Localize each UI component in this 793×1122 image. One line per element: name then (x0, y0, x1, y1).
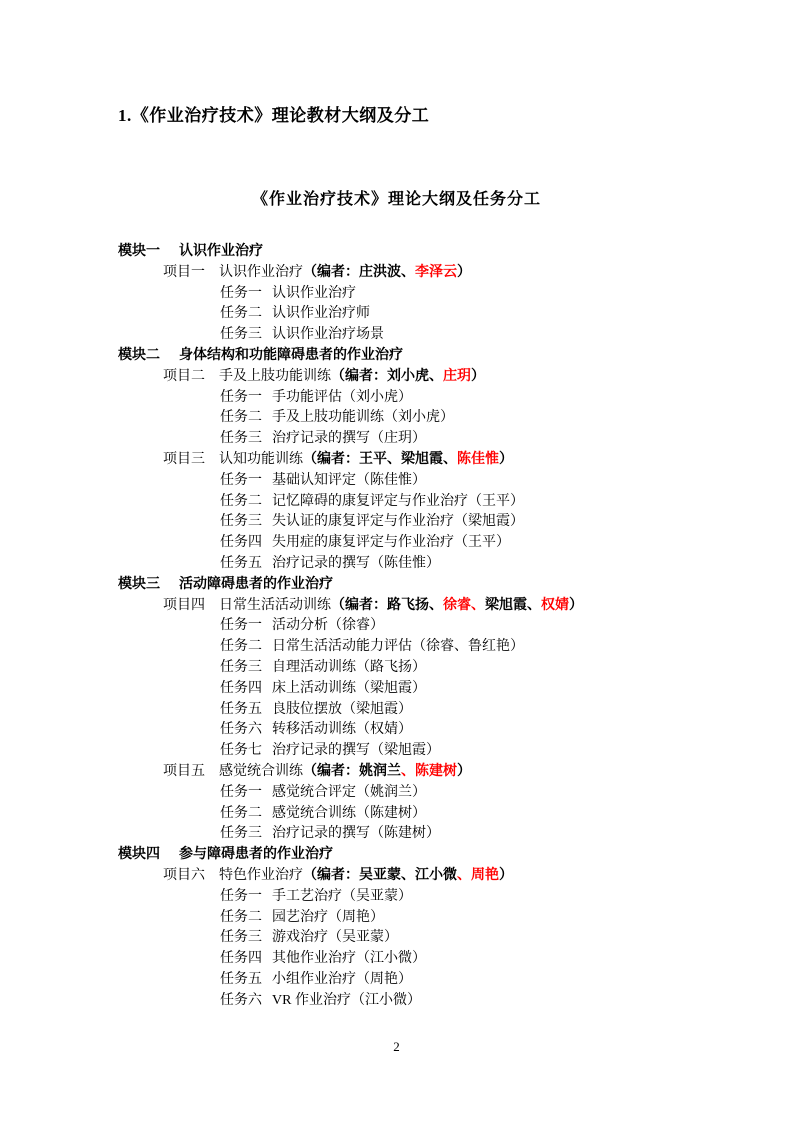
outline-row (220, 804, 753, 825)
highlighted-name-text: 、周艳 (457, 867, 499, 883)
outline-row-label: 模块四 (118, 847, 160, 863)
outline-row-text: 认识作业治疗 (179, 244, 263, 259)
outline-row-label: 任务二 (220, 306, 262, 322)
outline-row-label: 任务四 (220, 535, 262, 551)
outline-row-label: 任务一 (220, 472, 262, 488)
highlighted-name-text: 权婧 (541, 597, 569, 613)
outline-row-text: 园艺治疗（周艳） (272, 909, 384, 925)
outline-row (118, 845, 753, 866)
page-number: 2 (393, 1039, 400, 1054)
outline-row-label: 任务三 (220, 431, 262, 447)
outline-row-text: 活动分析（徐睿） (272, 618, 384, 634)
outline-row-text: （编者：姚润兰 (303, 763, 401, 779)
outline-row-text: 感觉统合训练 (219, 763, 303, 779)
outline-row-label: 任务一 (220, 285, 262, 301)
outline-row (220, 616, 753, 637)
outline-row (118, 575, 753, 596)
outline-row-label: 任务四 (220, 951, 262, 967)
outline-row-label: 项目六 (163, 867, 205, 883)
outline-row-text: 参与障碍患者的作业治疗 (179, 847, 333, 863)
outline-row (220, 429, 753, 450)
outline-row-text: ） (471, 368, 485, 384)
highlighted-name-text: 陈佳惟 (457, 451, 499, 467)
outline-row-label: 任务二 (220, 493, 262, 509)
outline-row (220, 388, 753, 409)
outline-row-label: 任务一 (220, 784, 262, 800)
outline-row (163, 450, 753, 471)
highlighted-name-text: 徐睿、 (443, 597, 485, 613)
outline-row-label: 任务三 (220, 659, 262, 675)
outline-row-text: 感觉统合评定（姚润兰） (272, 784, 426, 800)
outline-row-label: 项目四 (163, 597, 205, 613)
outline-row (220, 658, 753, 679)
outline-row-label: 模块二 (118, 347, 160, 363)
outline-row (118, 242, 753, 263)
outline-row-text: 手功能评估（刘小虎） (272, 389, 412, 405)
outline-row (163, 596, 753, 617)
outline-row-label: 任务二 (220, 909, 262, 925)
outline-row-text: 床上活动训练（梁旭霞） (272, 680, 426, 696)
outline-row (220, 554, 753, 575)
outline-list (118, 242, 753, 1011)
outline-row-text: ） (569, 597, 583, 613)
outline-row-text: ） (457, 264, 471, 280)
outline-row-text: 治疗记录的撰写（陈佳惟） (272, 555, 440, 571)
outline-row-label: 项目一 (163, 264, 205, 280)
outline-row (220, 700, 753, 721)
outline-row-text: 良肢位摆放（梁旭霞） (272, 701, 412, 717)
outline-row (220, 471, 753, 492)
outline-row-text: 手及上肢功能训练（刘小虎） (272, 410, 454, 426)
highlighted-name-text: 、陈建树 (401, 763, 457, 779)
outline-row-label: 模块一 (118, 244, 160, 259)
doc-title: 1.《作业治疗技术》理论教材大纲及分工 (118, 106, 430, 125)
outline-row (163, 762, 753, 783)
outline-row-label: 任务三 (220, 514, 262, 530)
outline-row-text: 记忆障碍的康复评定与作业治疗（王平） (272, 493, 524, 509)
highlighted-name-text: 庄玥 (443, 368, 471, 384)
outline-row-text: 治疗记录的撰写（梁旭霞） (272, 743, 440, 759)
outline-row-text: 基础认知评定（陈佳惟） (272, 472, 426, 488)
outline-row-label: 任务一 (220, 389, 262, 405)
outline-row (220, 325, 753, 346)
outline-row-text: 日常生活活动能力评估（徐睿、鲁红艳） (272, 639, 524, 655)
outline-row (220, 492, 753, 513)
outline-row-label: 任务三 (220, 826, 262, 842)
outline-row-text: 认识作业治疗师 (272, 306, 370, 322)
outline-row-text: 失用症的康复评定与作业治疗（王平） (272, 535, 510, 551)
outline-row (220, 533, 753, 554)
outline-row-label: 任务三 (220, 327, 262, 343)
outline-row-text: （编者：路飞扬、 (331, 597, 443, 613)
outline-row-label: 任务二 (220, 639, 262, 655)
outline-row-text: ） (499, 451, 513, 467)
outline-row (220, 908, 753, 929)
outline-row-text: 治疗记录的撰写（陈建树） (272, 826, 440, 842)
outline-row-text: 失认证的康复评定与作业治疗（梁旭霞） (272, 514, 524, 530)
outline-row-label: 模块三 (118, 576, 160, 592)
outline-row-text: 日常生活活动训练 (219, 597, 331, 613)
outline-row-text: （编者：吴亚蒙、江小微 (303, 867, 457, 883)
outline-row-text: 手工艺治疗（吴亚蒙） (272, 888, 412, 904)
outline-row (220, 512, 753, 533)
outline-row (220, 679, 753, 700)
outline-row-label: 任务六 (220, 722, 262, 738)
outline-row (163, 263, 753, 284)
outline-row-label: 任务一 (220, 618, 262, 634)
outline-row-text: 认识作业治疗 (219, 264, 303, 280)
outline-row (220, 928, 753, 949)
outline-row-label: 项目五 (163, 763, 205, 779)
outline-row-text: 认知功能训练 (219, 451, 303, 467)
outline-row (163, 866, 753, 887)
outline-row (220, 887, 753, 908)
outline-row (118, 346, 753, 367)
outline-row-label: 任务六 (220, 992, 262, 1008)
outline-row (220, 970, 753, 991)
outline-row-text: 梁旭霞、 (485, 597, 541, 613)
outline-row (220, 991, 753, 1012)
outline-row-text: ） (457, 763, 471, 779)
outline-row-label: 项目二 (163, 368, 205, 384)
outline-row (220, 783, 753, 804)
outline-row-text: 转移活动训练（权婧） (272, 722, 412, 738)
outline-row (220, 720, 753, 741)
outline-row (220, 637, 753, 658)
outline-row-label: 项目三 (163, 451, 205, 467)
outline-row-text: VR 作业治疗（江小微） (272, 992, 421, 1008)
outline-row-text: 活动障碍患者的作业治疗 (179, 576, 333, 592)
outline-row-text: 身体结构和功能障碍患者的作业治疗 (179, 347, 403, 363)
outline-row-label: 任务五 (220, 971, 262, 987)
outline-row-label: 任务七 (220, 743, 262, 759)
outline-row-label: 任务一 (220, 888, 262, 904)
outline-row-label: 任务二 (220, 805, 262, 821)
outline-row-text: 治疗记录的撰写（庄玥） (272, 431, 426, 447)
outline-row-text: （编者：庄洪波、 (303, 264, 415, 280)
outline-row-label: 任务二 (220, 410, 262, 426)
highlighted-name-text: 李泽云 (415, 264, 457, 280)
outline-row-text: 小组作业治疗（周艳） (272, 971, 412, 987)
outline-row (220, 824, 753, 845)
outline-row (220, 304, 753, 325)
outline-row-label: 任务三 (220, 930, 262, 946)
outline-row-text: （编者：刘小虎、 (331, 368, 443, 384)
outline-row-label: 任务五 (220, 701, 262, 717)
outline-row-text: 自理活动训练（路飞扬） (272, 659, 426, 675)
outline-row-text: 认识作业治疗 (272, 285, 356, 301)
outline-row-label: 任务四 (220, 680, 262, 696)
outline-row-text: （编者：王平、梁旭霞、 (303, 451, 457, 467)
outline-row-text: 认识作业治疗场景 (272, 327, 384, 343)
section-title: 《作业治疗技术》理论大纲及任务分工 (251, 191, 541, 208)
outline-row-text: 其他作业治疗（江小微） (272, 951, 426, 967)
outline-row-text: 手及上肢功能训练 (219, 368, 331, 384)
outline-row (220, 284, 753, 305)
outline-row (163, 367, 753, 388)
outline-row (220, 408, 753, 429)
outline-row (220, 949, 753, 970)
outline-row-text: ） (499, 867, 513, 883)
outline-row-text: 游戏治疗（吴亚蒙） (272, 930, 398, 946)
outline-row-text: 特色作业治疗 (219, 867, 303, 883)
outline-row-text: 感觉统合训练（陈建树） (272, 805, 426, 821)
outline-row (220, 741, 753, 762)
outline-row-label: 任务五 (220, 555, 262, 571)
